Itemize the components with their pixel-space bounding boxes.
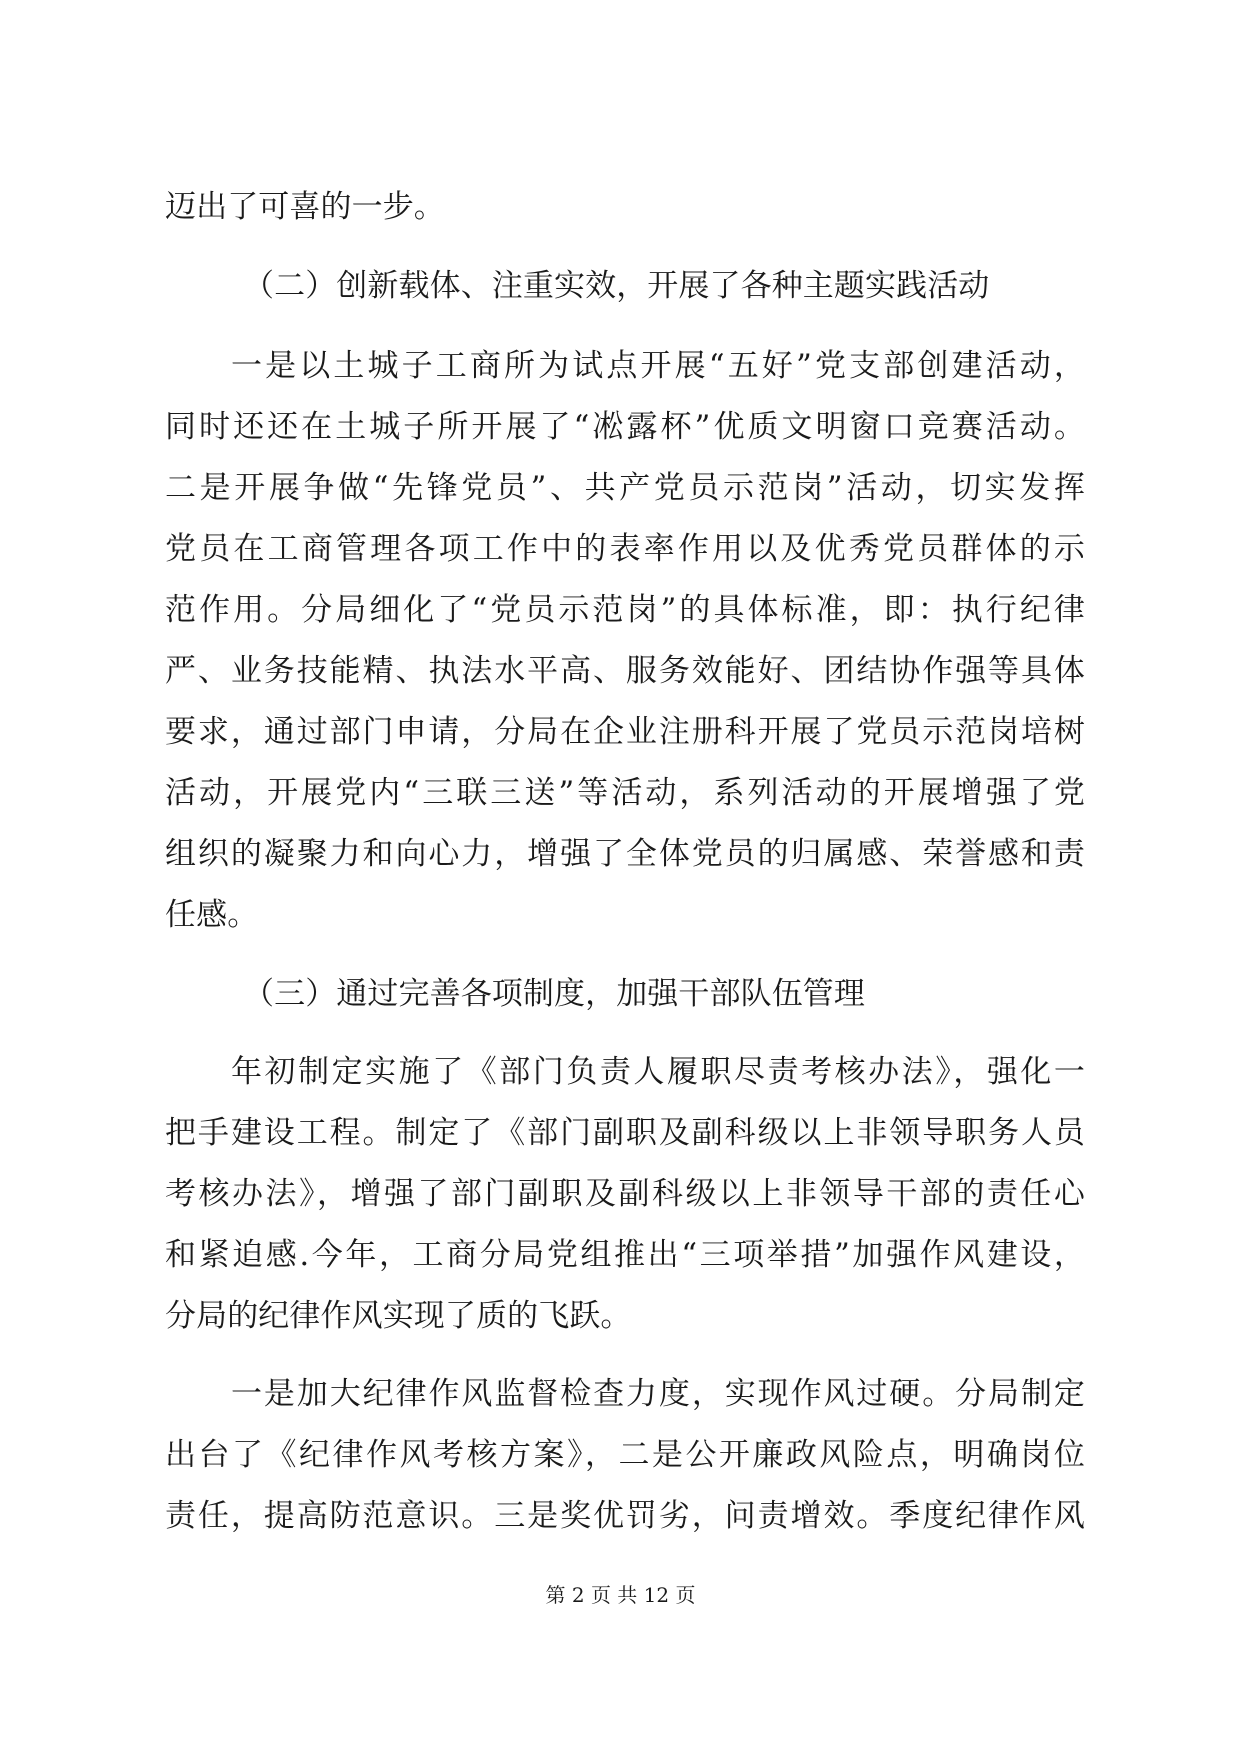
paragraph-line: 出台了《纪律作风考核方案》，二是公开廉政风险点，明确岗位 xyxy=(165,1437,1085,1473)
section-heading: （三）通过完善各项制度，加强干部队伍管理 xyxy=(243,976,865,1012)
paragraph-line: 范作用。分局细化了“党员示范岗”的具体标准，即：执行纪律 xyxy=(165,592,1085,628)
paragraph-line: 责任，提高防范意识。三是奖优罚劣，问责增效。季度纪律作风 xyxy=(165,1498,1085,1534)
paragraph-line: 二是开展争做“先锋党员”、共产党员示范岗”活动，切实发挥 xyxy=(165,470,1085,506)
paragraph-line: 分局的纪律作风实现了质的飞跃。 xyxy=(165,1298,632,1334)
paragraph-line: 迈出了可喜的一步。 xyxy=(165,189,445,225)
paragraph-line: 一是加大纪律作风监督检查力度，实现作风过硬。分局制定 xyxy=(231,1376,1085,1412)
paragraph-line: 把手建设工程。制定了《部门副职及副科级以上非领导职务人员 xyxy=(165,1115,1085,1151)
paragraph-line: 要求，通过部门申请，分局在企业注册科开展了党员示范岗培树 xyxy=(165,714,1085,750)
page-number-footer: 第 2 页 共 12 页 xyxy=(545,1583,696,1607)
paragraph-line: 任感。 xyxy=(165,897,259,933)
paragraph-line: 组织的凝聚力和向心力，增强了全体党员的归属感、荣誉感和责 xyxy=(165,836,1085,872)
paragraph-line: 同时还还在土城子所开展了“凇露杯”优质文明窗口竞赛活动。 xyxy=(165,409,1085,445)
paragraph-line: 年初制定实施了《部门负责人履职尽责考核办法》，强化一 xyxy=(231,1054,1085,1090)
section-heading: （二）创新载体、注重实效，开展了各种主题实践活动 xyxy=(243,268,990,304)
paragraph-line: 党员在工商管理各项工作中的表率作用以及优秀党员群体的示 xyxy=(165,531,1085,567)
paragraph-line: 考核办法》，增强了部门副职及副科级以上非领导干部的责任心 xyxy=(165,1176,1085,1212)
paragraph-line: 严、业务技能精、执法水平高、服务效能好、团结协作强等具体 xyxy=(165,653,1085,689)
paragraph-line: 和紧迫感.今年，工商分局党组推出“三项举措”加强作风建设， xyxy=(165,1237,1085,1273)
paragraph-line: 活动，开展党内“三联三送”等活动，系列活动的开展增强了党 xyxy=(165,775,1085,811)
paragraph-line: 一是以土城子工商所为试点开展“五好”党支部创建活动， xyxy=(231,348,1085,384)
